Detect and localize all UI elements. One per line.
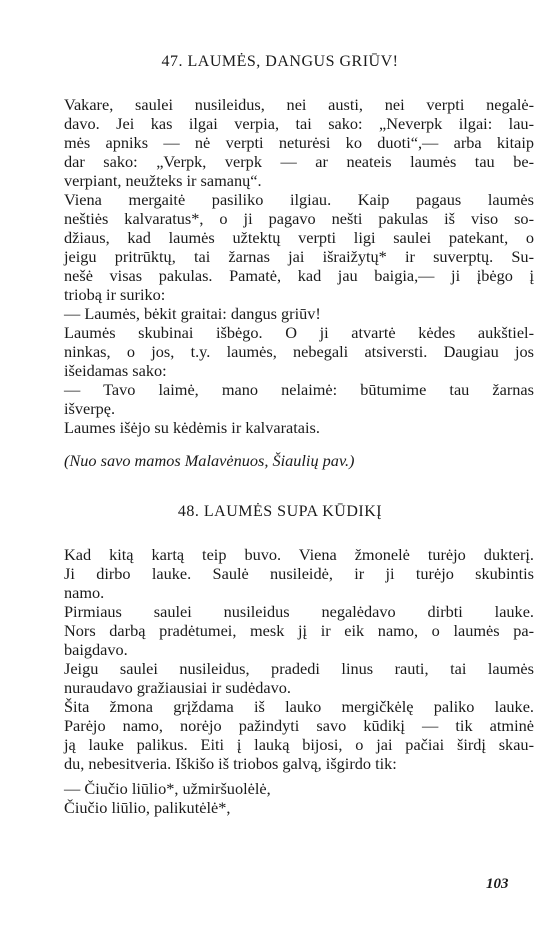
s48-line-3: namo. <box>64 583 105 602</box>
s47-line-15: išeidamas sako: <box>64 361 167 380</box>
s47-source-note: (Nuo savo mamos Malavėnuos, Šiaulių pav.) <box>64 451 355 470</box>
s48-line-14: Čiučio liūlio, palikutėlė*, <box>64 798 231 817</box>
page-number: 103 <box>486 876 509 892</box>
s47-line-16: — Tavo laimė, mano nelaimė: būtumime tau žarnas <box>64 380 534 399</box>
s47-line-14: ninkas, o jos, t.y. laumės, nebegali atsiversti. Daugiau jos <box>64 342 534 361</box>
s47-line-12: — Laumės, bėkit graitai: dangus griūv! <box>64 304 321 323</box>
s48-line-12: du, nebesitveria. Iškišo iš triobos galvą, išgirdo tik: <box>64 754 397 773</box>
s48-line-7: Jeigu saulei nusileidus, pradedi linus rauti, tai laumės <box>64 659 534 678</box>
s48-line-2: Ji dirbo lauke. Saulė nusileidė, ir ji turėjo skubintis <box>64 564 534 583</box>
s47-line-11: triobą ir suriko: <box>64 285 166 304</box>
s48-line-10: Parėjo namo, norėjo pažindyti savo kūdikį — tik atminė <box>64 716 534 735</box>
s48-line-1: Kad kitą kartą teip buvo. Viena žmonelė turėjo dukterį. <box>64 545 534 564</box>
s47-line-4: dar sako: „Verpk, verpk — ar neateis laumės tau be- <box>64 152 534 171</box>
section-48-title: 48. LAUMĖS SUPA KŪDIKĮ <box>177 503 383 520</box>
s48-line-4: Pirmiaus saulei nusileidus negalėdavo dirbti lauke. <box>64 602 534 621</box>
s47-line-3: mės apniks — nė verpti neturėsi ko duoti“,— arba kitaip <box>64 133 534 152</box>
s47-line-9: jeigu pritrūktų, tai žarnas jai išraižytų* ir suverptų. Su- <box>64 247 534 266</box>
s47-line-17: išverpę. <box>64 399 116 418</box>
s48-line-9: Šita žmona grįždama iš lauko mergičkėlę paliko lauke. <box>64 697 534 716</box>
s48-line-6: baigdavo. <box>64 640 128 659</box>
s47-line-10: nešė visas pakulas. Pamatė, kad jau baigia,— ji įbėgo į <box>64 266 534 285</box>
s47-line-2: davo. Jei kas ilgai verpia, tai sako: „Neverpk ilgai: lau- <box>64 114 534 133</box>
s47-line-18: Laumes išėjo su kėdėmis ir kalvaratais. <box>64 418 320 437</box>
s47-line-6: Viena mergaitė pasiliko ilgiau. Kaip pagaus laumės <box>64 190 534 209</box>
s48-line-11: ją lauke palikus. Eiti į lauką bijosi, o jai pačiai širdį skau- <box>64 735 534 754</box>
s47-line-8: džiaus, kad laumės užtektų verpti ligi saulei patekant, o <box>64 228 534 247</box>
section-47-title: 47. LAUMĖS, DANGUS GRIŪV! <box>161 53 399 70</box>
s47-line-7: neštiės kalvaratus*, o ji pagavo nešti pakulas iš viso so- <box>64 209 534 228</box>
s47-line-5: verpiant, neužteks ir samanų“. <box>64 171 262 190</box>
s48-line-8: nuraudavo gražiausiai ir sudėdavo. <box>64 678 291 697</box>
s47-line-1: Vakare, saulei nusileidus, nei austi, nei verpti negalė- <box>64 95 534 114</box>
s47-line-13: Laumės skubinai išbėgo. O ji atvartė kėdes aukštiel- <box>64 323 534 342</box>
s48-line-13: — Čiučio liūlio*, užmiršuolėlė, <box>64 779 271 798</box>
s48-line-5: Nors darbą pradėtumei, mesk jį ir eik namo, o laumės pa- <box>64 621 534 640</box>
